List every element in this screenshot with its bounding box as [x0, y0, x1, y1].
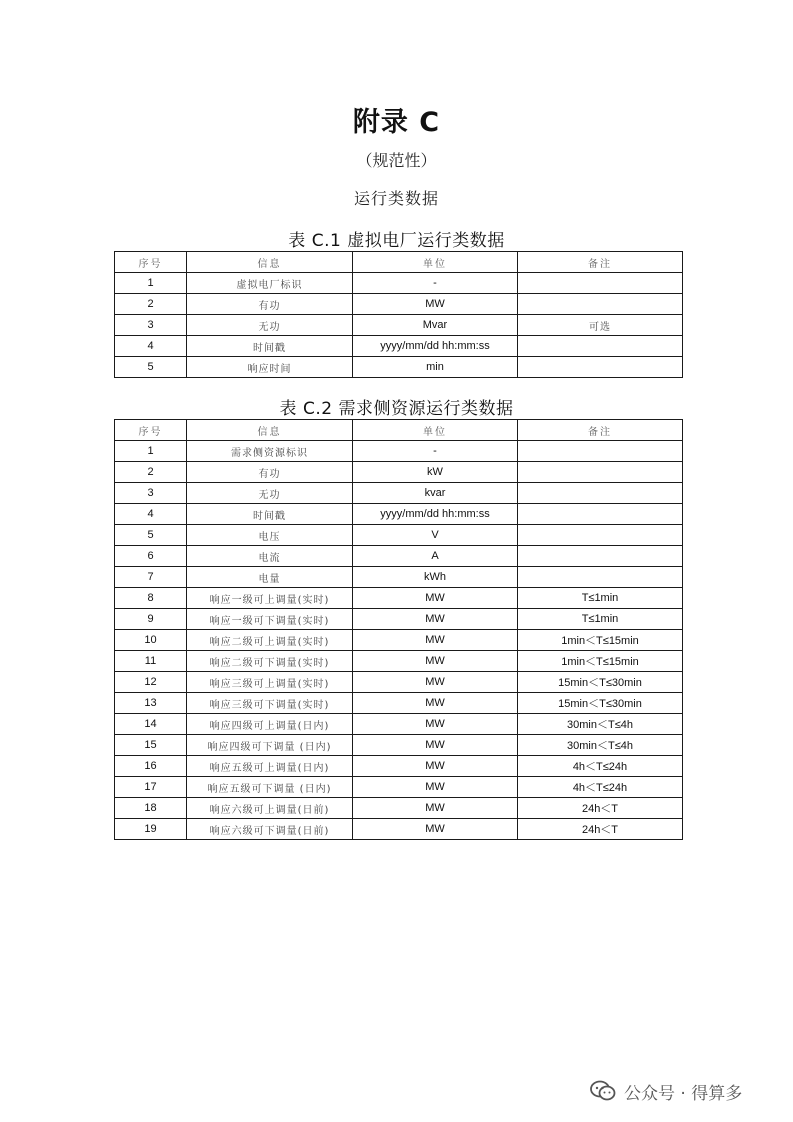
- row-note: T≤1min: [518, 609, 683, 630]
- row-number: 11: [115, 651, 187, 672]
- demand-side-resource-table: [114, 419, 683, 840]
- header-unit: 单位: [353, 252, 518, 273]
- row-info: 虚拟电厂标识: [187, 273, 353, 294]
- row-number: 17: [115, 777, 187, 798]
- row-number: 10: [115, 630, 187, 651]
- normative-label: （规范性）: [356, 151, 437, 170]
- row-info: 响应四级可下调量 (日内): [187, 735, 353, 756]
- row-note: [518, 504, 683, 525]
- row-note: 24h＜T: [518, 819, 683, 840]
- row-info: 响应时间: [187, 357, 353, 378]
- table-row: [115, 462, 683, 483]
- row-unit: A: [353, 546, 518, 567]
- table2-caption: 表 C.2 需求侧资源运行类数据: [279, 399, 514, 419]
- row-unit: MW: [353, 630, 518, 651]
- header-no: 序号: [115, 420, 187, 441]
- row-info: 响应六级可上调量(日前): [187, 798, 353, 819]
- table-row: [115, 714, 683, 735]
- table-row: [115, 630, 683, 651]
- table-row: [115, 294, 683, 315]
- row-unit: Mvar: [353, 315, 518, 336]
- row-info: 无功: [187, 483, 353, 504]
- table-row: [115, 588, 683, 609]
- table-row: [115, 672, 683, 693]
- row-note: [518, 546, 683, 567]
- header-note: 备注: [518, 252, 683, 273]
- table-row: [115, 546, 683, 567]
- table-row: [115, 693, 683, 714]
- row-note: 30min＜T≤4h: [518, 714, 683, 735]
- header-note: 备注: [518, 420, 683, 441]
- row-unit: MW: [353, 294, 518, 315]
- row-info: 有功: [187, 462, 353, 483]
- row-info: 响应四级可上调量(日内): [187, 714, 353, 735]
- vpp-operation-table: [114, 251, 683, 378]
- header-unit: 单位: [353, 420, 518, 441]
- header-info: 信息: [187, 420, 353, 441]
- table-row: [115, 336, 683, 357]
- row-number: 3: [115, 315, 187, 336]
- row-number: 1: [115, 441, 187, 462]
- row-info: 响应五级可上调量(日内): [187, 756, 353, 777]
- row-number: 19: [115, 819, 187, 840]
- table-row: [115, 798, 683, 819]
- table2-body: [115, 441, 683, 840]
- table-row: [115, 273, 683, 294]
- row-unit: -: [353, 441, 518, 462]
- table-row: [115, 567, 683, 588]
- row-number: 3: [115, 483, 187, 504]
- row-info: 无功: [187, 315, 353, 336]
- row-unit: MW: [353, 672, 518, 693]
- row-note: [518, 567, 683, 588]
- row-info: 电量: [187, 567, 353, 588]
- row-unit: MW: [353, 798, 518, 819]
- table-row: [115, 819, 683, 840]
- row-number: 4: [115, 336, 187, 357]
- row-info: 响应三级可下调量(实时): [187, 693, 353, 714]
- section-heading: 运行类数据: [353, 189, 439, 208]
- row-note: 15min＜T≤30min: [518, 672, 683, 693]
- row-info: 电压: [187, 525, 353, 546]
- table-row: [115, 735, 683, 756]
- row-number: 14: [115, 714, 187, 735]
- row-info: 响应一级可上调量(实时): [187, 588, 353, 609]
- table1-caption: 表 C.1 虚拟电厂运行类数据: [288, 231, 505, 251]
- row-note: 1min＜T≤15min: [518, 651, 683, 672]
- row-unit: V: [353, 525, 518, 546]
- row-unit: MW: [353, 777, 518, 798]
- row-number: 18: [115, 798, 187, 819]
- row-unit: MW: [353, 756, 518, 777]
- table-row: [115, 525, 683, 546]
- row-note: [518, 441, 683, 462]
- row-unit: kvar: [353, 483, 518, 504]
- row-unit: yyyy/mm/dd hh:mm:ss: [353, 336, 518, 357]
- row-number: 5: [115, 525, 187, 546]
- row-unit: MW: [353, 609, 518, 630]
- row-info: 响应一级可下调量(实时): [187, 609, 353, 630]
- table-row: [115, 777, 683, 798]
- table-row: [115, 315, 683, 336]
- row-note: 24h＜T: [518, 798, 683, 819]
- table-row: [115, 357, 683, 378]
- row-unit: MW: [353, 588, 518, 609]
- row-info: 时间戳: [187, 336, 353, 357]
- row-note: [518, 294, 683, 315]
- row-number: 13: [115, 693, 187, 714]
- row-number: 5: [115, 357, 187, 378]
- row-note: 30min＜T≤4h: [518, 735, 683, 756]
- row-number: 2: [115, 462, 187, 483]
- table-header-row: [115, 252, 683, 273]
- row-unit: kWh: [353, 567, 518, 588]
- wechat-channel-icon: [590, 1080, 616, 1102]
- row-number: 6: [115, 546, 187, 567]
- row-number: 4: [115, 504, 187, 525]
- row-info: 响应二级可下调量(实时): [187, 651, 353, 672]
- row-note: [518, 336, 683, 357]
- row-number: 1: [115, 273, 187, 294]
- row-info: 有功: [187, 294, 353, 315]
- row-note: [518, 525, 683, 546]
- row-note: T≤1min: [518, 588, 683, 609]
- row-note: [518, 357, 683, 378]
- row-unit: MW: [353, 714, 518, 735]
- table-header-row: [115, 420, 683, 441]
- row-note: 1min＜T≤15min: [518, 630, 683, 651]
- row-info: 需求侧资源标识: [187, 441, 353, 462]
- header-no: 序号: [115, 252, 187, 273]
- row-note: [518, 273, 683, 294]
- row-unit: MW: [353, 735, 518, 756]
- row-note: 15min＜T≤30min: [518, 693, 683, 714]
- table-row: [115, 504, 683, 525]
- row-number: 8: [115, 588, 187, 609]
- table-row: [115, 483, 683, 504]
- row-number: 15: [115, 735, 187, 756]
- row-unit: min: [353, 357, 518, 378]
- row-note: 可选: [518, 315, 683, 336]
- table1-body: [115, 273, 683, 378]
- row-info: 响应六级可下调量(日前): [187, 819, 353, 840]
- watermark-text: 公众号 · 得算多: [624, 1083, 743, 1104]
- row-info: 时间戳: [187, 504, 353, 525]
- table-row: [115, 756, 683, 777]
- appendix-title: 附录 C: [352, 107, 441, 138]
- row-unit: -: [353, 273, 518, 294]
- table-row: [115, 651, 683, 672]
- row-number: 7: [115, 567, 187, 588]
- row-unit: yyyy/mm/dd hh:mm:ss: [353, 504, 518, 525]
- row-note: 4h＜T≤24h: [518, 777, 683, 798]
- row-note: [518, 483, 683, 504]
- row-info: 响应五级可下调量 (日内): [187, 777, 353, 798]
- row-info: 响应三级可上调量(实时): [187, 672, 353, 693]
- table-row: [115, 609, 683, 630]
- row-info: 响应二级可上调量(实时): [187, 630, 353, 651]
- row-unit: kW: [353, 462, 518, 483]
- row-number: 9: [115, 609, 187, 630]
- watermark: [590, 1078, 780, 1104]
- row-number: 16: [115, 756, 187, 777]
- row-info: 电流: [187, 546, 353, 567]
- row-note: [518, 462, 683, 483]
- header-info: 信息: [187, 252, 353, 273]
- row-unit: MW: [353, 651, 518, 672]
- row-number: 12: [115, 672, 187, 693]
- table-row: [115, 441, 683, 462]
- row-unit: MW: [353, 693, 518, 714]
- row-number: 2: [115, 294, 187, 315]
- row-unit: MW: [353, 819, 518, 840]
- row-note: 4h＜T≤24h: [518, 756, 683, 777]
